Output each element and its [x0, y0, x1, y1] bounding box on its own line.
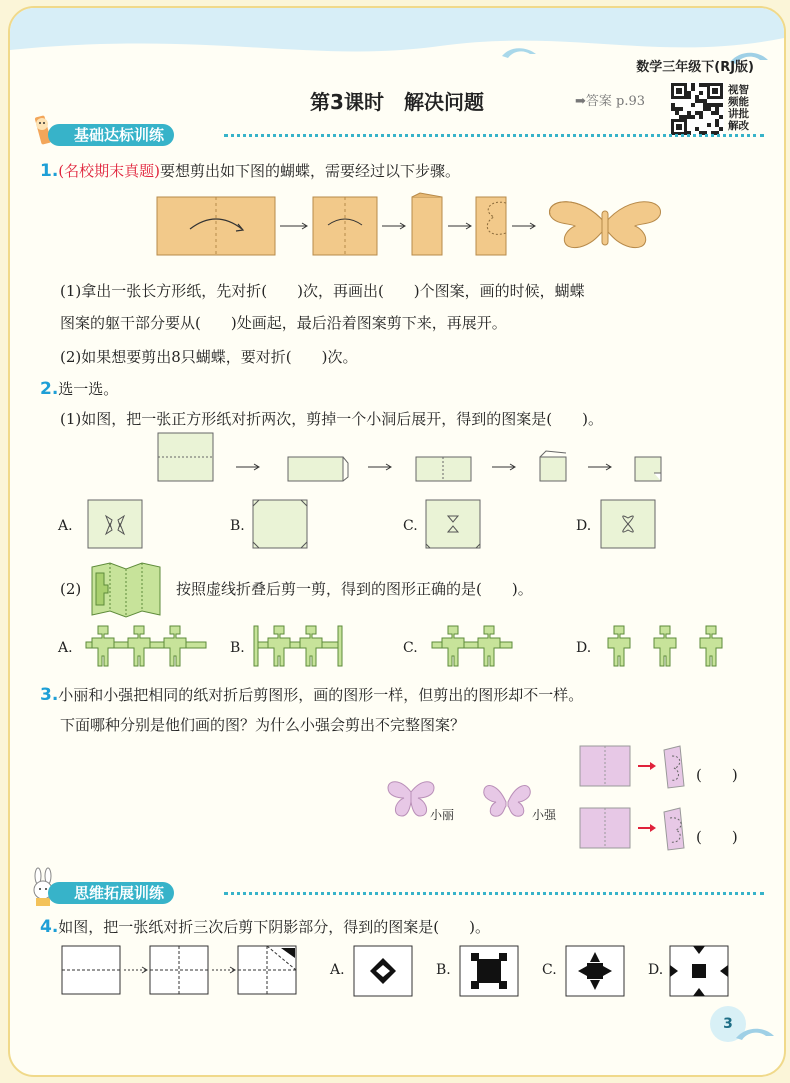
xiaoli-label: 小丽 [430, 808, 455, 822]
section-extend [24, 878, 764, 908]
question-3-line-2: 下面哪种分别是他们画的图？为什么小强会剪出不完整图案？ [60, 716, 466, 734]
paper-doll-figure [700, 626, 722, 666]
option-label[interactable]: C. [403, 518, 418, 534]
page-title: 第3课时 解决问题 [310, 90, 484, 114]
question-1-part-1a: (1)拿出一张长方形纸，先对折( )次，再画出( )个图案，画的时候，蝴蝶 [60, 282, 585, 300]
option-d-pattern[interactable] [670, 946, 728, 996]
option-a-pattern[interactable] [354, 946, 412, 996]
option-b-pattern[interactable] [460, 946, 518, 996]
option-label[interactable]: D. [576, 640, 592, 656]
question-text: 小丽和小强把相同的纸对折后剪图形，画的图形一样，但剪出的图形却不一样。 [58, 686, 584, 704]
option-b-pattern[interactable] [253, 500, 307, 548]
option-b-figures[interactable] [254, 622, 334, 668]
question-text: 选一选。 [58, 380, 119, 398]
butterfly-fold-steps-figure [150, 193, 670, 263]
answer-blank-1[interactable]: ( ) [696, 766, 738, 784]
book-title: 数学三年级下(RJ版) [636, 60, 754, 75]
paper-doll-figure [442, 626, 464, 666]
question-1 [40, 160, 460, 182]
xiaoqiang-butterfly-figure [482, 778, 532, 820]
edge-strip [254, 626, 258, 666]
qr-char: 改 [738, 120, 749, 132]
qr-char: 讲 [728, 108, 739, 120]
dotted-divider [224, 892, 764, 895]
option-label[interactable]: D. [648, 962, 664, 978]
paper-doll-figure [164, 626, 186, 666]
paper-doll-figure [128, 626, 150, 666]
option-c-pattern[interactable] [566, 946, 624, 996]
page-number: 3 [710, 1006, 746, 1042]
question-2 [40, 378, 118, 400]
option-c-pattern[interactable] [426, 500, 480, 548]
fold-diagram-2 [580, 808, 700, 850]
question-4 [40, 916, 490, 938]
triple-fold-steps-figure [62, 944, 312, 1000]
question-2-part-2: 按照虚线折叠后剪一剪，得到的图形正确的是( )。 [176, 580, 533, 598]
option-label[interactable]: B. [230, 640, 245, 656]
xiaoli-butterfly-figure [386, 778, 436, 820]
option-label[interactable]: A. [58, 640, 73, 656]
option-a-figures[interactable] [82, 622, 202, 668]
paper-doll-figure [478, 626, 500, 666]
option-label[interactable]: C. [403, 640, 418, 656]
qr-char: 频 [728, 96, 739, 108]
paper-doll-figure [654, 626, 676, 666]
paper-doll-figure [608, 626, 630, 666]
answer-reference: ➡答案 p.93 [575, 94, 646, 109]
option-label[interactable]: C. [542, 962, 557, 978]
question-3-line-1 [40, 684, 583, 706]
paper-doll-figure [268, 626, 290, 666]
question-number: 1. [40, 161, 59, 181]
qr-char: 能 [738, 96, 749, 108]
answer-blank-2[interactable]: ( ) [696, 828, 738, 846]
option-d-pattern[interactable] [601, 500, 655, 548]
zigzag-fold-figure [88, 561, 166, 619]
question-number: 4. [40, 917, 59, 937]
edge-strip [338, 626, 342, 666]
xiaoqiang-label: 小强 [532, 808, 557, 822]
section-basic [24, 120, 764, 150]
option-label[interactable]: D. [576, 518, 592, 534]
question-number: 3. [40, 685, 59, 705]
fold-diagram-1 [580, 746, 700, 788]
question-text: 要想剪出如下图的蝴蝶，需要经过以下步骤。 [160, 162, 461, 180]
dolphin-icon [734, 1024, 778, 1048]
section-title: 思维拓展训练 [48, 882, 174, 904]
question-number: 2. [40, 379, 59, 399]
option-label[interactable]: A. [330, 962, 345, 978]
question-1-part-2: (2)如果想要剪出8只蝴蝶，要对折( )次。 [60, 348, 358, 366]
qr-char: 智 [738, 84, 749, 96]
question-2-part-2-prefix: (2) [60, 580, 82, 598]
option-label[interactable]: B. [436, 962, 451, 978]
paper-doll-figure [300, 626, 322, 666]
option-label[interactable]: A. [58, 518, 73, 534]
dolphin-icon [500, 44, 540, 64]
option-c-figures[interactable] [428, 622, 508, 668]
qr-char: 批 [738, 108, 749, 120]
question-text: 如图，把一张纸对折三次后剪下阴影部分，得到的图案是( )。 [58, 918, 491, 936]
square-fold-steps-figure [158, 433, 678, 489]
option-a-pattern[interactable] [88, 500, 142, 548]
dotted-divider [224, 134, 764, 137]
question-2-part-1: (1)如图，把一张正方形纸对折两次，剪掉一个小洞后展开，得到的图案是( )。 [60, 410, 603, 428]
option-d-figures[interactable] [598, 622, 738, 668]
section-title: 基础达标训练 [48, 124, 174, 146]
paper-doll-figure [92, 626, 114, 666]
qr-char: 解 [728, 120, 739, 132]
qr-char: 视 [728, 84, 739, 96]
option-label[interactable]: B. [230, 518, 245, 534]
worksheet-page [8, 6, 786, 1077]
question-1-part-1b: 图案的躯干部分要从( )处画起，最后沿着图案剪下来，再展开。 [60, 314, 507, 332]
question-tag: (名校期末真题) [58, 162, 161, 180]
